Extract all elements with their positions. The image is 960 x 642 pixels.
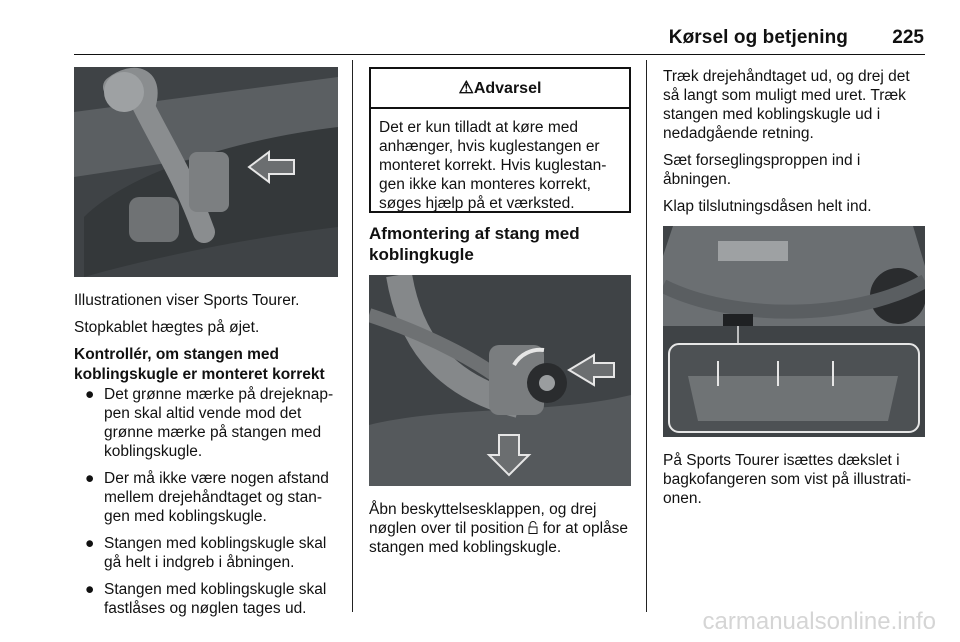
list-item: ● Stangen med koblingskugle skal gå helt i indgreb i åbningen.: [85, 535, 327, 571]
ball-bar-removal-illustration: [369, 275, 631, 486]
tow-bar-illustration: [74, 67, 338, 277]
column-divider-left: [352, 60, 353, 612]
list-item: ● Det grønne mærke på drejeknap- pen skal altid vende mod det grønne mærke på stangen med koblingskugle.: [85, 386, 334, 460]
watermark: carmanualsonline.info: [702, 608, 936, 635]
bullet-icon: ●: [85, 470, 95, 487]
warning-header: [371, 69, 629, 109]
bullet-icon: ●: [85, 535, 95, 552]
column-divider-right: [646, 60, 647, 612]
bullet-icon: ●: [85, 386, 95, 403]
paragraph-seal-plug: Sæt forseglingsproppen ind i åbningen.: [663, 152, 861, 188]
column-3: [663, 67, 931, 516]
paragraph-turn-handle: Træk drejehåndtaget ud, og drej det så langt som muligt med uret. Træk stangen med koblingskugle ud i nedadgående retning.: [663, 68, 910, 142]
removal-instruction: Åbn beskyttelsesklappen, og drej nøglen over til position for at oplåse stangen med koblingskugle.: [369, 501, 628, 556]
section-heading-line1: Kontrollér, om stangen med: [74, 346, 279, 363]
section-heading-line2: koblingskugle er monteret korrekt: [74, 366, 325, 383]
header-rule: [74, 54, 925, 55]
column-2: [369, 223, 637, 565]
section-heading: Afmontering af stang med koblingkugle: [369, 224, 580, 264]
check-list: [74, 385, 342, 618]
column-1: [74, 67, 342, 626]
list-item: ● Der må ikke være nogen afstand mellem drejehåndtaget og stan- gen med koblingskugle.: [85, 470, 329, 525]
body-sentence: Stopkablet hægtes på øjet.: [74, 319, 260, 336]
unlock-icon: [528, 521, 538, 534]
warning-text: Det er kun tilladt at køre med anhænger, hvis kuglestangen er monteret korrekt. Hvis kuglestan- gen ikke kan monteres korrekt, søges hjælp på et værksted.: [379, 119, 607, 212]
warning-title: Advarsel: [473, 80, 542, 97]
page-number: 225: [892, 27, 924, 48]
warning-box: [369, 67, 631, 213]
figure-caption: Illustrationen viser Sports Tourer.: [74, 292, 300, 309]
warning-triangle-icon: ⚠: [458, 78, 474, 97]
rear-bumper-cover-illustration: [663, 226, 925, 437]
bullet-icon: ●: [85, 581, 95, 598]
list-item: ● Stangen med koblingskugle skal fastlåses og nøglen tages ud.: [85, 581, 327, 617]
paragraph-socket: Klap tilslutningsdåsen helt ind.: [663, 198, 872, 215]
paragraph-cover-install: På Sports Tourer isættes dækslet i bagkofangeren som vist på illustrati- onen.: [663, 452, 912, 507]
running-header-title: Kørsel og betjening: [668, 27, 848, 48]
